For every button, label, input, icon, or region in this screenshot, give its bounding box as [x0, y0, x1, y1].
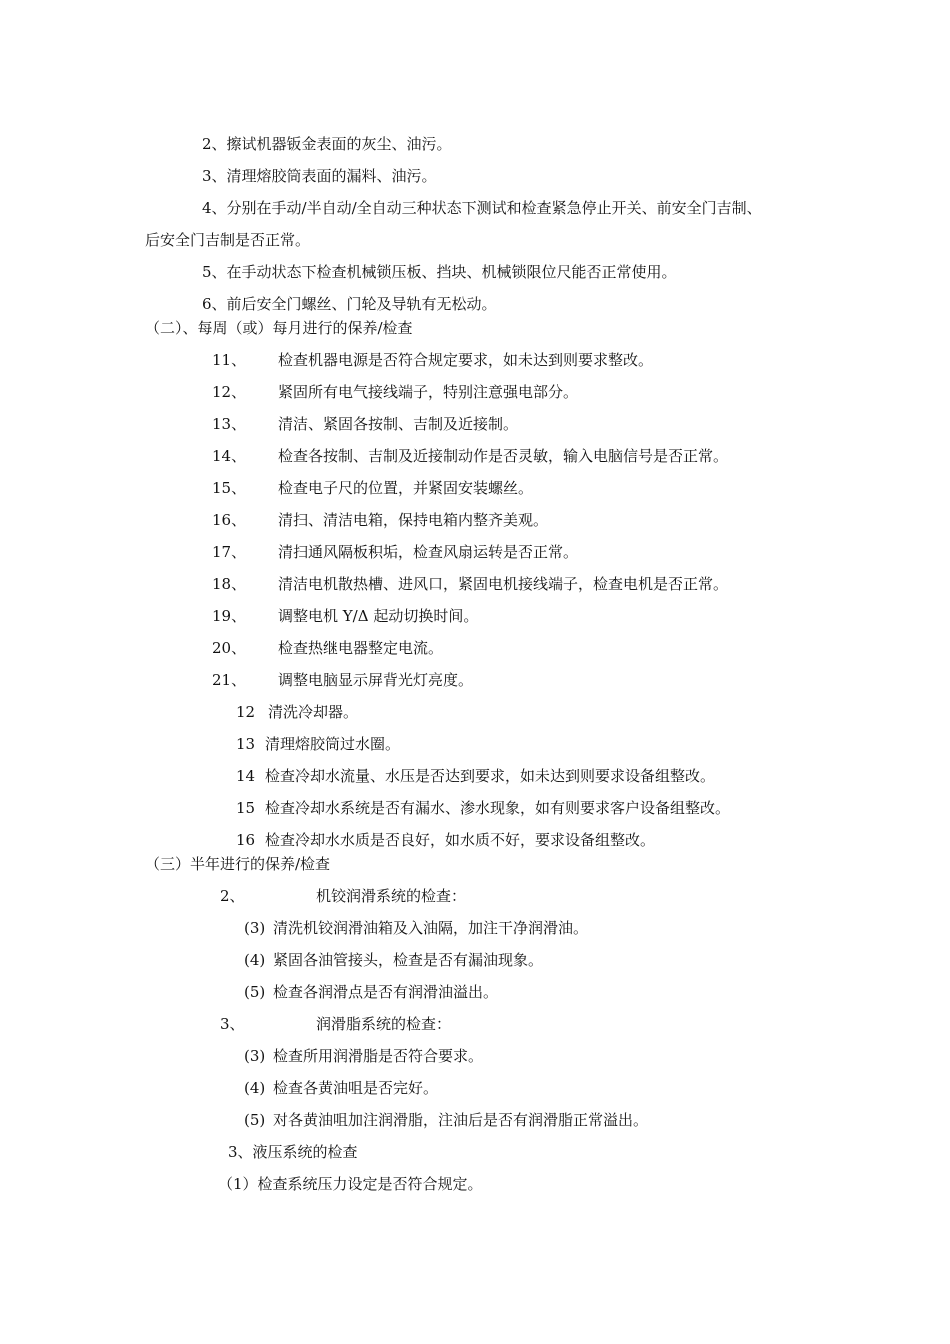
- item-number: (3): [244, 1047, 266, 1065]
- list-item: 紧固所有电气接线端子，特别注意强电部分。: [278, 383, 579, 401]
- list-item: 清理熔胶筒过水圈。: [265, 735, 401, 753]
- paragraph-item: 4、分别在手动/半自动/全自动三种状态下测试和检查紧急停止开关、前安全门吉制、: [202, 199, 762, 217]
- item-number: (5): [244, 983, 266, 1001]
- list-item: 对各黄油咀加注润滑脂，注油后是否有润滑脂正常溢出。: [273, 1111, 649, 1129]
- section-heading: （三）半年进行的保养/检查: [145, 855, 331, 873]
- list-item: 调整电脑显示屏背光灯亮度。: [278, 671, 474, 689]
- subsection-title: 机铰润滑系统的检查：: [316, 887, 467, 905]
- item-number: 13、: [212, 415, 247, 433]
- list-item: 检查热继电器整定电流。: [278, 639, 444, 657]
- list-item: （1）检查系统压力设定是否符合规定。: [218, 1175, 483, 1193]
- paragraph-item: 后安全门吉制是否正常。: [145, 231, 311, 249]
- subsection-number: 3、: [220, 1015, 245, 1033]
- list-item: 紧固各油管接头，检查是否有漏油现象。: [273, 951, 544, 969]
- item-number: 14: [236, 767, 256, 785]
- item-number: 11、: [212, 351, 247, 369]
- list-item: 清洗冷却器。: [268, 703, 359, 721]
- item-number: 12、: [212, 383, 247, 401]
- item-number: (5): [244, 1111, 266, 1129]
- item-number: 21、: [212, 671, 247, 689]
- list-item: 清洁、紧固各按制、吉制及近接制。: [278, 415, 519, 433]
- paragraph-item: 5、在手动状态下检查机械锁压板、挡块、机械锁限位尺能否正常使用。: [202, 263, 677, 281]
- item-number: 18、: [212, 575, 247, 593]
- list-item: 检查机器电源是否符合规定要求，如未达到则要求整改。: [278, 351, 654, 369]
- item-number: 14、: [212, 447, 247, 465]
- subsection-title: 润滑脂系统的检查：: [316, 1015, 452, 1033]
- item-number: 16: [236, 831, 256, 849]
- section-heading: （二）、每周（或）每月进行的保养/检查: [145, 319, 413, 337]
- list-item: 检查冷却水系统是否有漏水、渗水现象，如有则要求客户设备组整改。: [265, 799, 731, 817]
- list-item: 清洗机铰润滑油箱及入油隔，加注干净润滑油。: [273, 919, 589, 937]
- list-item: 检查各黄油咀是否完好。: [273, 1079, 439, 1097]
- list-item: 调整电机 Y/Δ 起动切换时间。: [278, 607, 479, 625]
- subsection-title: 3、液压系统的检查: [228, 1143, 358, 1161]
- list-item: 清扫、清洁电箱，保持电箱内整齐美观。: [278, 511, 549, 529]
- paragraph-item: 3、清理熔胶筒表面的漏料、油污。: [202, 167, 437, 185]
- item-number: 13: [236, 735, 256, 753]
- list-item: 清洁电机散热槽、进风口，紧固电机接线端子，检查电机是否正常。: [278, 575, 729, 593]
- paragraph-item: 6、前后安全门螺丝、门轮及导轨有无松动。: [202, 295, 497, 313]
- list-item: 检查各润滑点是否有润滑油溢出。: [273, 983, 499, 1001]
- item-number: 15、: [212, 479, 247, 497]
- list-item: 清扫通风隔板积垢，检查风扇运转是否正常。: [278, 543, 579, 561]
- subsection-number: 2、: [220, 887, 245, 905]
- list-item: 检查冷却水水质是否良好，如水质不好，要求设备组整改。: [265, 831, 656, 849]
- item-number: (4): [244, 1079, 266, 1097]
- item-number: 19、: [212, 607, 247, 625]
- item-number: 17、: [212, 543, 247, 561]
- list-item: 检查各按制、吉制及近接制动作是否灵敏，输入电脑信号是否正常。: [278, 447, 729, 465]
- item-number: 15: [236, 799, 256, 817]
- item-number: (3): [244, 919, 266, 937]
- paragraph-item: 2、擦试机器钣金表面的灰尘、油污。: [202, 135, 452, 153]
- item-number: (4): [244, 951, 266, 969]
- list-item: 检查所用润滑脂是否符合要求。: [273, 1047, 484, 1065]
- item-number: 12: [236, 703, 256, 721]
- list-item: 检查冷却水流量、水压是否达到要求，如未达到则要求设备组整改。: [265, 767, 716, 785]
- item-number: 16、: [212, 511, 247, 529]
- list-item: 检查电子尺的位置，并紧固安装螺丝。: [278, 479, 534, 497]
- item-number: 20、: [212, 639, 247, 657]
